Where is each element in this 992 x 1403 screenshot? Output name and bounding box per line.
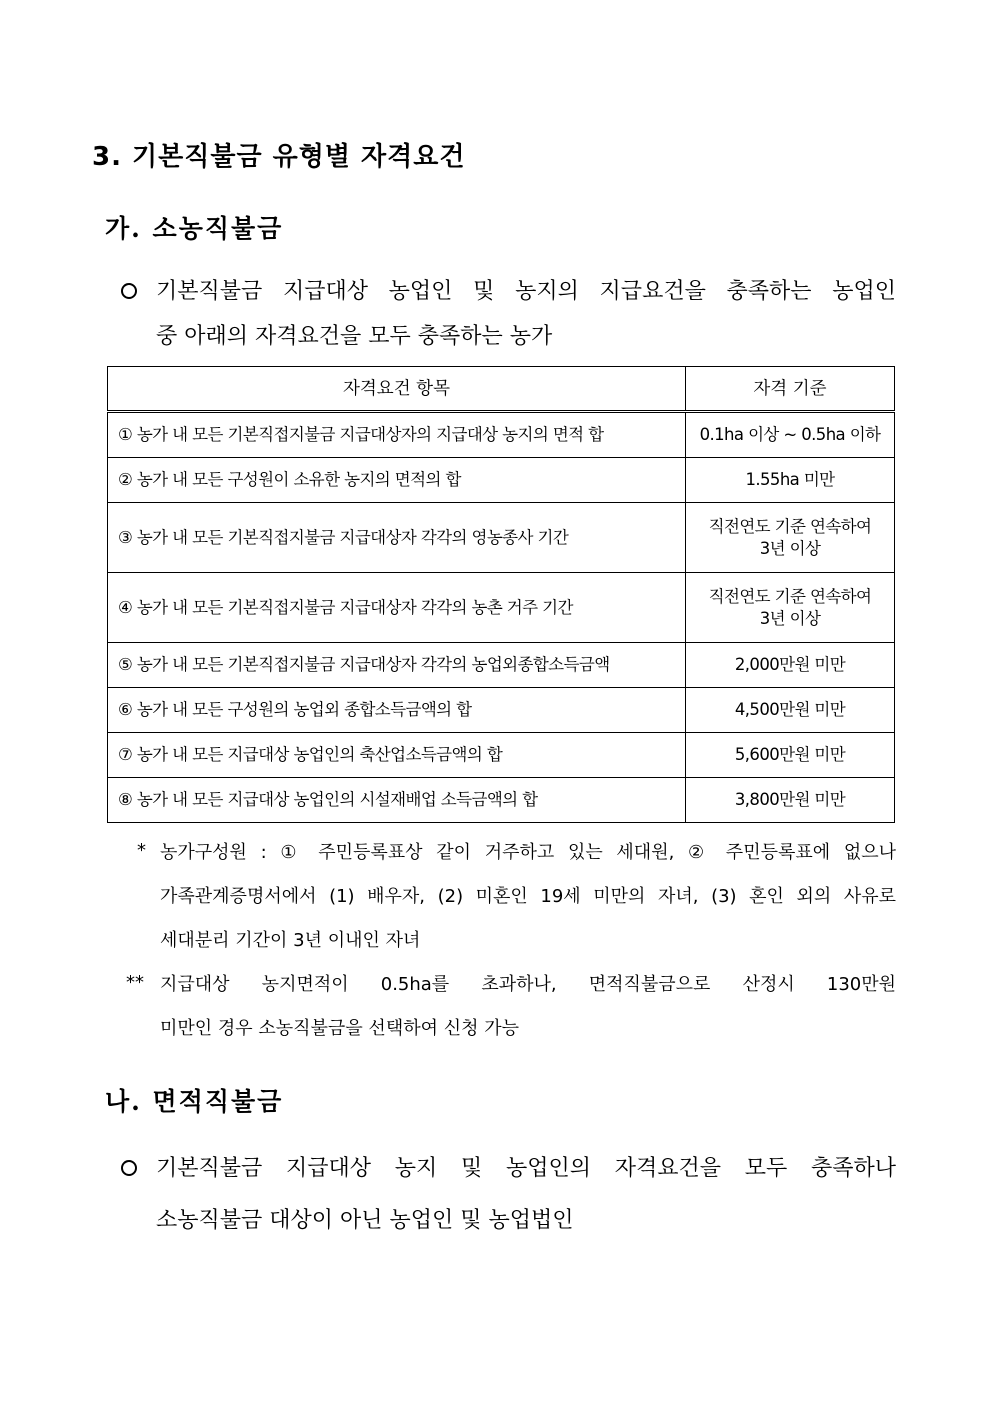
requirement-criteria: 2,000만원 미만	[686, 643, 895, 688]
requirement-criteria: 0.1ha 이상 ~ 0.5ha 이하	[686, 412, 895, 458]
table-row	[108, 733, 895, 778]
small-farm-bullet-line1: 기본직불금 지급대상 농업인 및 농지의 지급요건을 충족하는 농업인	[156, 279, 896, 304]
note1-mark: *	[137, 840, 146, 861]
requirement-item: ⑦ 농가 내 모든 지급대상 농업인의 축산업소득금액의 합	[108, 733, 686, 778]
requirement-item: ① 농가 내 모든 기본직접지불금 지급대상자의 지급대상 농지의 면적 합	[108, 412, 686, 458]
bullet-circle-icon	[121, 1160, 137, 1176]
requirement-item: ⑥ 농가 내 모든 구성원의 농업외 종합소득금액의 합	[108, 688, 686, 733]
requirement-item: ② 농가 내 모든 구성원이 소유한 농지의 면적의 합	[108, 458, 686, 503]
table-row	[108, 688, 895, 733]
table-row	[108, 643, 895, 688]
requirement-item: ④ 농가 내 모든 기본직접지불금 지급대상자 각각의 농촌 거주 기간	[108, 573, 686, 643]
table-header-criteria: 자격 기준	[686, 367, 895, 412]
note1-line2: 가족관계증명서에서 (1) 배우자, (2) 미혼인 19세 미만의 자녀, (3) 혼인 외의 사유로	[160, 886, 896, 907]
note2-line1: 지급대상 농지면적이 0.5ha를 초과하나, 면적직불금으로 산정시 130만원	[160, 974, 896, 995]
eligibility-table	[107, 366, 895, 823]
table-header-item: 자격요건 항목	[108, 367, 686, 412]
area-payment-title: 나. 면적직불금	[105, 1087, 284, 1116]
requirement-criteria: 직전연도 기준 연속하여 3년 이상	[686, 503, 895, 573]
bullet-circle-icon	[121, 283, 137, 299]
area-payment-bullet-line2: 소농직불금 대상이 아닌 농업인 및 농업법인	[156, 1208, 574, 1233]
requirement-criteria: 1.55ha 미만	[686, 458, 895, 503]
small-farm-bullet-line2: 중 아래의 자격요건을 모두 충족하는 농가	[156, 324, 553, 349]
requirement-criteria: 4,500만원 미만	[686, 688, 895, 733]
table-row	[108, 412, 895, 458]
table-row	[108, 458, 895, 503]
note2-line2: 미만인 경우 소농직불금을 선택하여 신청 가능	[160, 1018, 519, 1039]
area-payment-bullet-line1: 기본직불금 지급대상 농지 및 농업인의 자격요건을 모두 충족하나	[156, 1156, 896, 1181]
note2-mark: **	[126, 972, 144, 993]
requirement-criteria: 직전연도 기준 연속하여 3년 이상	[686, 573, 895, 643]
requirement-criteria: 3,800만원 미만	[686, 778, 895, 823]
table-row	[108, 573, 895, 643]
small-farm-title: 가. 소농직불금	[105, 214, 284, 243]
requirement-item: ③ 농가 내 모든 기본직접지불금 지급대상자 각각의 영농종사 기간	[108, 503, 686, 573]
note1-line3: 세대분리 기간이 3년 이내인 자녀	[160, 930, 421, 951]
table-row	[108, 778, 895, 823]
requirement-item: ⑤ 농가 내 모든 기본직접지불금 지급대상자 각각의 농업외종합소득금액	[108, 643, 686, 688]
note1-line1: 농가구성원 : ① 주민등록표상 같이 거주하고 있는 세대원, ② 주민등록표에 없으나	[160, 842, 896, 863]
requirement-item: ⑧ 농가 내 모든 지급대상 농업인의 시설재배업 소득금액의 합	[108, 778, 686, 823]
section-title: 3. 기본직불금 유형별 자격요건	[92, 142, 466, 172]
table-row	[108, 503, 895, 573]
requirement-criteria: 5,600만원 미만	[686, 733, 895, 778]
